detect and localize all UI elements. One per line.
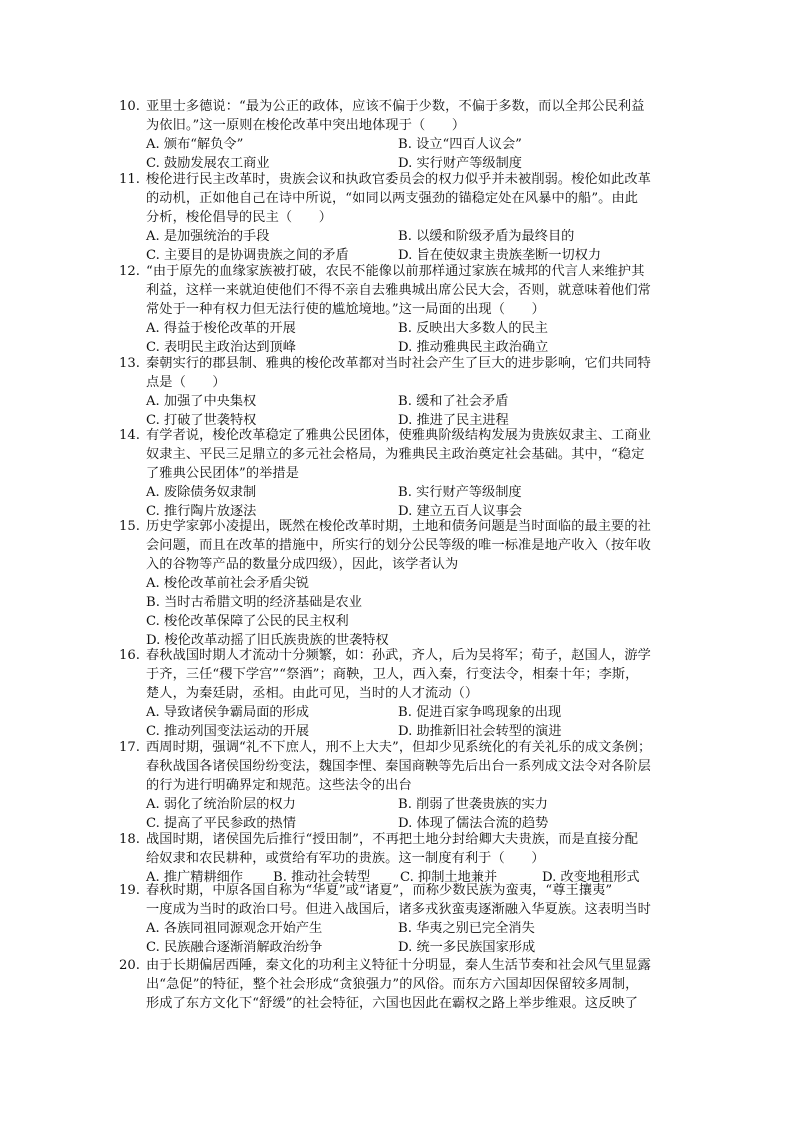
question-10 [119, 97, 679, 173]
option-d[interactable]: D. 推进了民主进程 [398, 413, 509, 428]
options-group [146, 135, 679, 173]
option-a[interactable]: A. 废除债务奴隶制 [146, 485, 257, 500]
question-header [119, 262, 679, 319]
option-b[interactable]: B. 推动社会转型 [273, 870, 371, 885]
question-number: 16. [119, 648, 140, 663]
question-stem: 由于长期偏居西陲，秦文化的功利主义特征十分明显，秦人生活节奏和社会风气里显露 出“急促”的特征，整个社会形成“贪狼强力”的风俗。而东方六国却因保留较多周制， 形成了东方文化下“舒缓”的社会特征，六国也因此在霸权之路上举步维艰。这反映了 [146, 958, 651, 1011]
question-number: 11. [119, 172, 140, 187]
question-11 [119, 170, 679, 265]
question-stem: 亚里士多德说：“最为公正的政体，应该不偏于少数，不偏于多数，而以全邦公民利益 为依旧。”这一原则在梭伦改革中突出地体现于（ ） [146, 99, 645, 133]
question-15 [119, 517, 679, 650]
option-a[interactable]: A. 是加强统治的手段 [146, 229, 270, 244]
option-d[interactable]: D. 体现了儒法合流的趋势 [398, 816, 549, 831]
question-19 [119, 881, 679, 957]
question-stem: 梭伦进行民主改革时，贵族会议和执政官委员会的权力似乎并未被削弱。梭伦如此改革 的动机，正如他自己在诗中所说，“如同以两支强劲的锚稳定处在风暴中的船”。由此 分析，梭伦倡导的民主（ ） [146, 172, 651, 225]
question-stem: 春秋战国时期人才流动十分频繁，如：孙武，齐人，后为吴将军；荀子，赵国人，游学 于齐，三任“稷下学宫”“祭酒”；商鞅，卫人，西入秦，行变法令，相秦十年；李斯， 楚人，为秦廷尉，丞相。由此可见，当时的人才流动（） [146, 648, 651, 701]
question-number: 13. [119, 356, 140, 371]
question-20 [119, 956, 679, 1013]
option-b[interactable]: B. 缓和了社会矛盾 [398, 394, 509, 409]
question-16 [119, 646, 679, 741]
option-b[interactable]: B. 促进百家争鸣现象的出现 [398, 705, 562, 720]
question-stem: 春秋时期，中原各国自称为“华夏”或“诸夏”，而称少数民族为蛮夷，“尊王攘夷” 一度成为当时的政治口号。但进入战国后，诸多戎狄蛮夷逐渐融入华夏族。这表明当时 [146, 883, 651, 917]
option-a[interactable]: A. 导致诸侯争霸局面的形成 [146, 705, 309, 720]
option-b[interactable]: B. 华夷之别已完全消失 [398, 921, 535, 936]
question-header [119, 170, 679, 227]
question-header [119, 517, 679, 574]
option-c[interactable]: C. 提高了平民参政的热情 [146, 816, 296, 831]
option-c[interactable]: C. 抑制土地兼并 [400, 870, 498, 885]
question-number: 14. [119, 428, 140, 443]
option-d[interactable]: D. 实行财产等级制度 [398, 156, 522, 171]
option-a[interactable]: A. 颁布“解负令” [146, 137, 244, 152]
question-header [119, 646, 679, 703]
options-group [146, 574, 679, 650]
question-18 [119, 830, 679, 887]
question-number: 10. [119, 99, 140, 114]
question-14 [119, 426, 679, 521]
option-d[interactable]: D. 统一多民族国家形成 [398, 940, 536, 955]
option-d[interactable]: D. 梭伦改革动摇了旧氏族贵族的世袭特权 [146, 633, 389, 648]
options-group [146, 392, 679, 430]
question-header [119, 426, 679, 483]
options-group [146, 703, 679, 741]
options-group [146, 227, 679, 265]
options-group [146, 483, 679, 521]
option-c[interactable]: C. 推动列国变法运动的开展 [146, 724, 310, 739]
option-d[interactable]: D. 助推新旧社会转型的演进 [398, 724, 562, 739]
question-stem: 战国时期，诸侯国先后推行“授田制”，不再把土地分封给卿大夫贵族，而是直接分配 给奴隶和农民耕种，或赏给有军功的贵族。这一制度有利于（ ） [146, 832, 639, 866]
option-c[interactable]: C. 鼓励发展农工商业 [146, 156, 270, 171]
option-a[interactable]: A. 推广精耕细作 [146, 870, 244, 885]
option-c[interactable]: C. 打破了世袭特权 [146, 413, 257, 428]
option-b[interactable]: B. 反映出大多数人的民主 [398, 321, 548, 336]
option-a[interactable]: A. 梭伦改革前社会矛盾尖锐 [146, 576, 309, 591]
option-a[interactable]: A. 各族同祖同源观念开始产生 [146, 921, 323, 936]
question-stem: 有学者说，梭伦改革稳定了雅典公民团体，使雅典阶级结构发展为贵族奴隶主、工商业 奴隶主、平民三足鼎立的多元社会格局，为雅典民主政治奠定社会基础。其中，“稳定 了雅典公民团体”的举措是 [146, 428, 651, 481]
option-d[interactable]: D. 推动雅典民主政治确立 [398, 340, 549, 355]
question-17 [119, 738, 679, 833]
question-header [119, 354, 679, 392]
option-a[interactable]: A. 加强了中央集权 [146, 394, 257, 409]
question-stem: 秦朝实行的郡县制、雅典的梭伦改革都对当时社会产生了巨大的进步影响，它们共同特 点是（ ） [146, 356, 651, 390]
question-number: 17. [119, 740, 140, 755]
question-header [119, 97, 679, 135]
question-header [119, 881, 679, 919]
question-header [119, 738, 679, 795]
question-number: 15. [119, 519, 140, 534]
question-stem: 西周时期，强调“礼不下庶人，刑不上大夫”，但却少见系统化的有关礼乐的成文条例； 春秋战国各诸侯国纷纷变法，魏国李悝、秦国商鞅等先后出台一系列成文法令对各阶层 的行为进行明确界定和规范。这些法令的出台 [146, 740, 652, 793]
option-d[interactable]: D. 建立五百人议事会 [398, 504, 522, 519]
question-header [119, 956, 679, 1013]
option-d[interactable]: D. 改变地租形式 [542, 870, 640, 885]
question-12 [119, 262, 679, 357]
option-c[interactable]: C. 民族融合逐渐消解政治纷争 [146, 940, 323, 955]
question-header [119, 830, 679, 868]
option-d[interactable]: D. 旨在使奴隶主贵族垄断一切权力 [398, 248, 602, 263]
option-b[interactable]: B. 以缓和阶级矛盾为最终目的 [398, 229, 575, 244]
options-group [146, 919, 679, 957]
option-c[interactable]: C. 表明民主政治达到顶峰 [146, 340, 296, 355]
question-stem: 历史学家郭小凌提出，既然在梭伦改革时期，土地和债务问题是当时面临的最主要的社 会问题，而且在改革的措施中，所实行的划分公民等级的唯一标准是地产收入（按年收 入的谷物等产品的数量分成四级），因此，该学者认为 [146, 519, 651, 572]
option-c[interactable]: C. 梭伦改革保障了公民的民主权利 [146, 614, 349, 629]
option-c[interactable]: C. 推行陶片放逐法 [146, 504, 257, 519]
question-number: 20. [119, 958, 140, 973]
question-number: 19. [119, 883, 140, 898]
question-13 [119, 354, 679, 430]
option-b[interactable]: B. 当时古希腊文明的经济基础是农业 [146, 595, 362, 610]
option-b[interactable]: B. 设立“四百人议会” [398, 137, 522, 152]
option-a[interactable]: A. 弱化了统治阶层的权力 [146, 797, 296, 812]
question-number: 12. [119, 264, 140, 279]
option-b[interactable]: B. 削弱了世袭贵族的实力 [398, 797, 548, 812]
option-c[interactable]: C. 主要目的是协调贵族之间的矛盾 [146, 248, 349, 263]
option-b[interactable]: B. 实行财产等级制度 [398, 485, 522, 500]
question-number: 18. [119, 832, 140, 847]
question-stem: “由于原先的血缘家族被打破，农民不能像以前那样通过家族在城邦的代言人来维护其 利益，这样一来就迫使他们不得不亲自去雅典城出席公民大会，否则，就意味着他们常 常处于一种有权力但无法行使的尴尬境地。”这一局面的出现（ ） [146, 264, 651, 317]
options-group [146, 795, 679, 833]
option-a[interactable]: A. 得益于梭伦改革的开展 [146, 321, 296, 336]
options-group [146, 319, 679, 357]
